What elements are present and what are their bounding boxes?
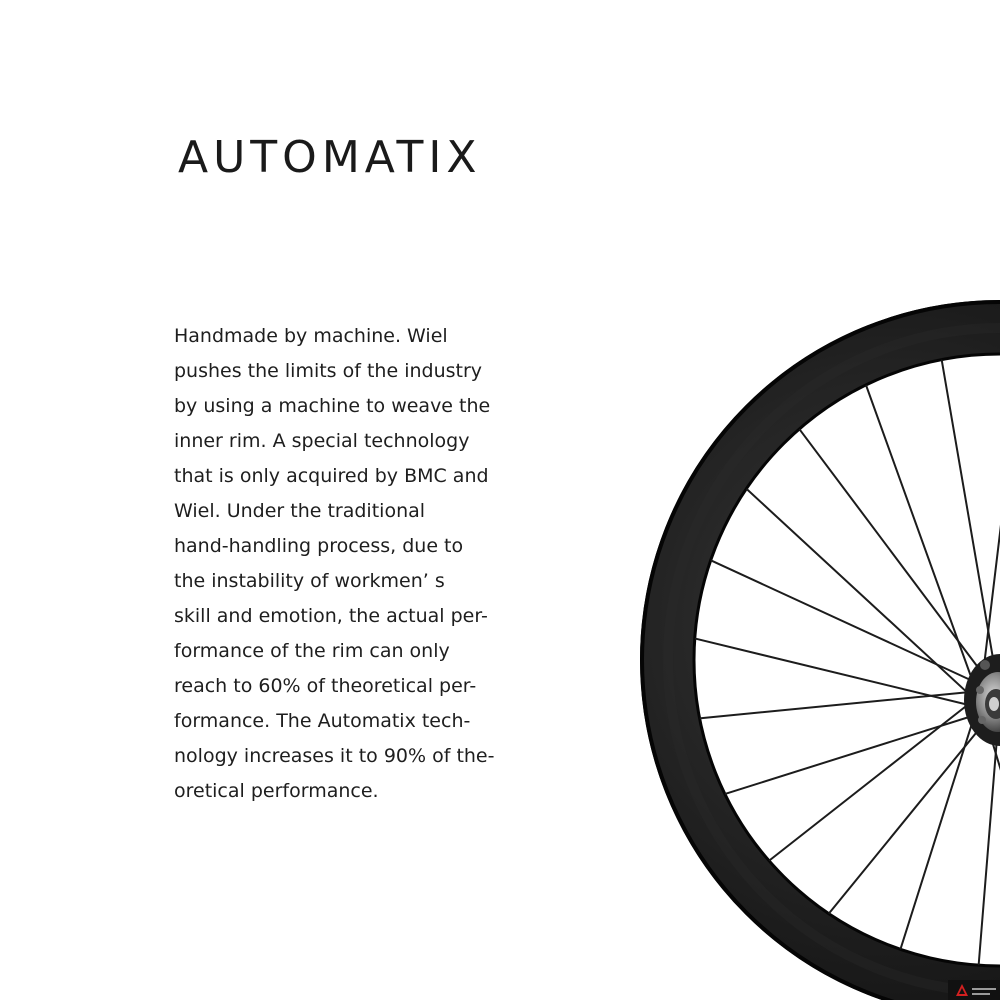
description-line: Wiel. Under the traditional (174, 500, 426, 522)
description-line: Handmade by machine. Wiel (174, 325, 448, 347)
description-line: reach to 60% of theoretical per- (174, 675, 477, 697)
description-line: the instability of workmen’ s (174, 570, 445, 592)
spoke (696, 639, 990, 710)
description-line: skill and emotion, the actual per- (174, 605, 488, 627)
description-line: nology increases it to 90% of the- (174, 745, 495, 767)
spoke (701, 690, 989, 718)
wheel-rim (640, 300, 1000, 1000)
spoke (800, 430, 998, 694)
description-line: hand-handling process, due to (174, 535, 464, 557)
description-line: oretical performance. (174, 780, 379, 802)
description-line: pushes the limits of the industry (174, 360, 483, 382)
spoke (866, 386, 981, 705)
spoke (770, 693, 984, 861)
spoke (829, 706, 998, 913)
spoke (712, 561, 994, 691)
description-line: inner rim. A special technology (174, 430, 470, 452)
description-line: formance of the rim can only (174, 640, 450, 662)
description-line: that is only acquired by BMC and (174, 465, 489, 487)
spoke (980, 356, 1000, 700)
feature-title: AUTOMATIX (178, 132, 482, 183)
spoke (942, 361, 1000, 698)
description-line: by using a machine to weave the (174, 395, 491, 417)
spoke (747, 489, 984, 708)
description-line: formance. The Automatix tech- (174, 710, 471, 732)
rim-warning-decal (948, 980, 1000, 1000)
